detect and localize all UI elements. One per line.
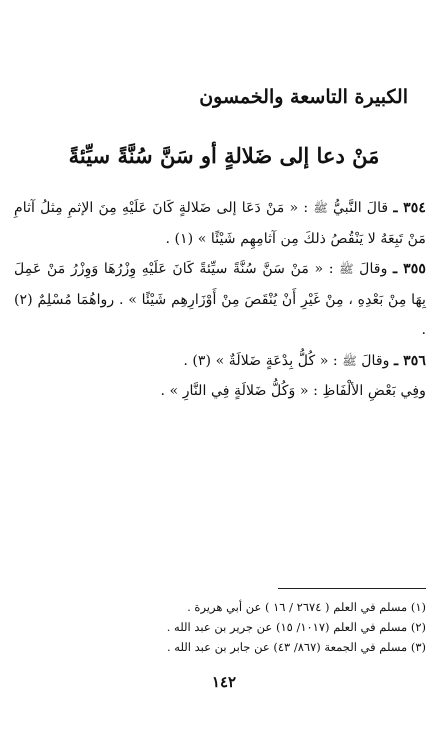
hadith-number: ٣٥٦ ـ xyxy=(394,352,426,369)
variant-text: « وَكُلُّ ضَلالَةٍ فِي النَّارِ » . xyxy=(160,383,309,399)
hadith-paragraph-356 xyxy=(14,346,426,377)
footnote-1: (١) مسلم في العلم ( ٢٦٧٤ / ١٦ ) عن أبي هريرة . xyxy=(187,600,426,614)
hadith-paragraph-354 xyxy=(14,193,426,254)
variant-wording-paragraph xyxy=(14,376,426,407)
footnote-2: (٢) مسلم في العلم (١٠١٧/ ١٥) عن جرير بن عبد الله . xyxy=(166,620,426,634)
section-subheading: مَنْ دعا إلى ضَلالةٍ أو سَنَّ سُنَّةً سيِّئةً xyxy=(68,143,380,168)
hadith-number: ٣٥٥ ـ xyxy=(393,261,427,277)
page-number: ١٤٢ xyxy=(211,673,237,691)
hadith-text: : « مَنْ دَعَا إلى ضَلالةٍ كَانَ عَلَيْهِ مِنَ الإثمِ مِثلُ آثامِ مَنْ تَبِعَهُ لا يَنْقُصُ ذلكَ مِن آثامِهِم شَيْئًا » (١) . xyxy=(14,200,426,247)
footnote-3: (٣) مسلم في الجمعة (٨٦٧/ ٤٣) عن جابر بن عبد الله . xyxy=(166,640,426,654)
hadith-paragraph-355 xyxy=(14,254,426,346)
chapter-heading: الكبيرة التاسعة والخمسون xyxy=(199,86,408,108)
hadith-lead: وقالَ xyxy=(359,261,388,277)
hadith-lead: وقالَ xyxy=(361,352,390,369)
hadith-number: ٣٥٤ ـ xyxy=(393,200,426,216)
hadith-lead: قالَ النَّبيُّ xyxy=(332,200,389,216)
hadith-text: : « كُلُّ بِدْعَةٍ ضَلالَةٌ » (٣) . xyxy=(183,352,338,369)
hadith-text: : « مَنْ سَنَّ سُنَّةً سيِّئةً كَانَ عَلَيْهِ وِزْرُهَا وَوِزْرُ مَنْ عَمِلَ بِهَا مِنْ بَعْدِهِ ، مِنْ غَيْرِ أَنْ يُنْقَصَ مِنْ أَوْزَارِهِم شَيْئًا » . رواهُمَا مُسْلِمٌ (٢) . xyxy=(14,261,426,338)
footnotes xyxy=(14,597,426,657)
salawat-glyph: ﷺ xyxy=(339,262,354,276)
footnote-divider xyxy=(278,588,426,589)
variant-lead: وفِي بَعْضِ الألْفَاظِ : xyxy=(313,383,426,399)
salawat-glyph: ﷺ xyxy=(313,201,328,215)
salawat-glyph: ﷺ xyxy=(342,353,357,368)
body-text xyxy=(14,193,426,407)
